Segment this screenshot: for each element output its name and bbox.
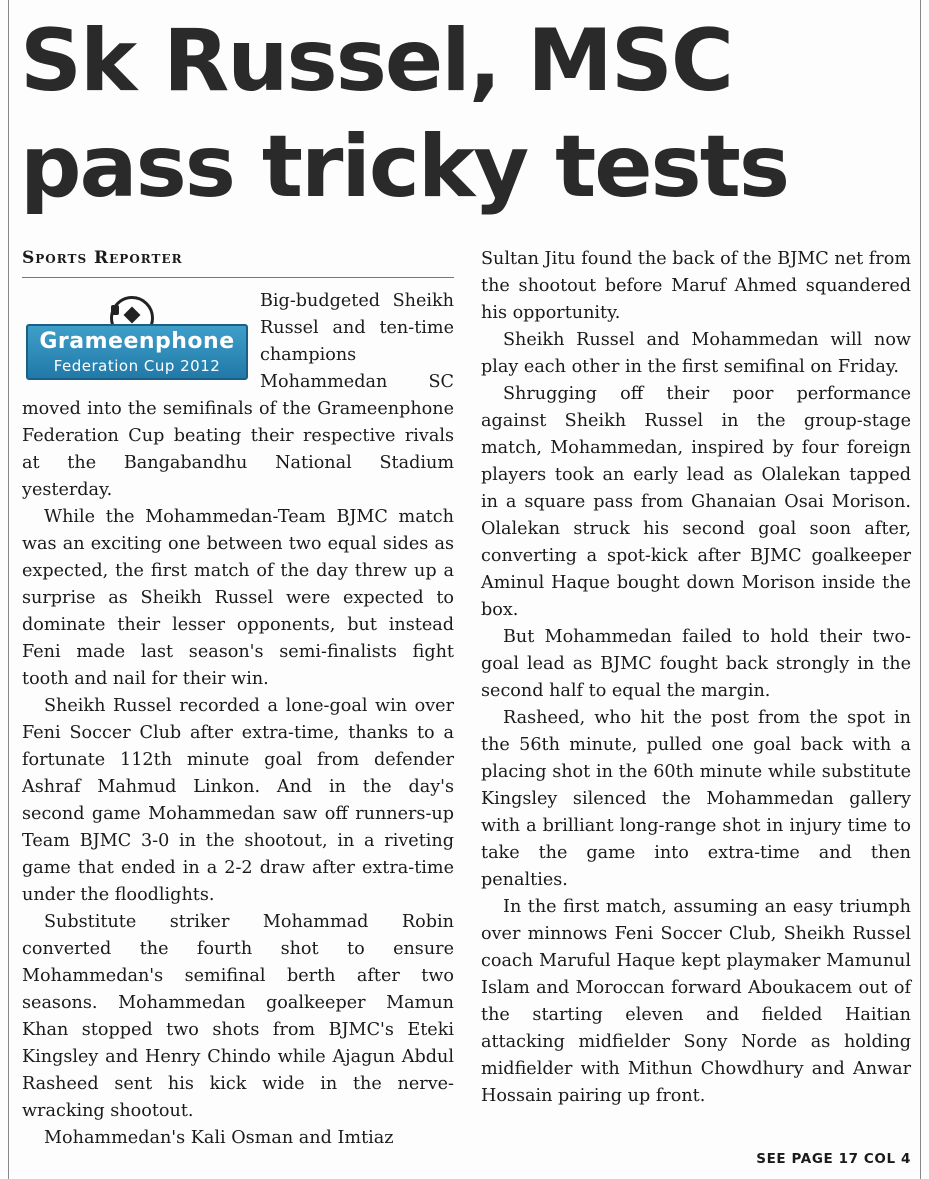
paragraph: Sheikh Russel and Mohammedan will now play each other in the first semifinal on Friday. [481,330,911,377]
logo-event: Federation Cup 2012 [53,357,221,375]
paragraph: Mohammedan's Kali Osman and Imtiaz [44,1128,394,1148]
logo-brand: Grameenphone [39,329,235,354]
paragraph: Sultan Jitu found the back of the BJMC net from the shootout before Maruf Ahmed squandered his opportunity. [481,249,911,323]
logo-badge [26,324,248,380]
article-column-left [22,246,454,1152]
paragraph: While the Mohammedan-Team BJMC match was an exciting one between two equal sides as expected, the first match of the day threw up a surprise as Sheikh Russel were expected to dominate their lesser opponents, but instead Feni made last season's semi-finalists fight tooth and nail for their win. [22,507,454,689]
tournament-logo [22,290,250,390]
continuation-link[interactable]: SEE PAGE 17 COL 4 [756,1151,911,1167]
byline: Sports Reporter [22,246,454,278]
football-icon [110,296,154,326]
article-column-right [481,246,911,1110]
paragraph: In the first match, assuming an easy triumph over minnows Feni Soccer Club, Sheikh Russel coach Maruful Haque kept playmaker Mamunul Islam and Moroccan forward Aboukacem out of the starting eleven and fielded Haitian attacking midfielder Sony Norde as holding midfielder with Mithun Chowdhury and Anwar Hossain pairing up front. [481,897,911,1106]
paragraph: Shrugging off their poor performance against Sheikh Russel in the group-stage match, Mohammedan, inspired by four foreign players took an early lead as Olalekan tapped in a square pass from Ghanaian Osai Morison. Olalekan struck his second goal soon after, converting a spot-kick after BJMC goalkeeper Aminul Haque bought down Morison inside the box. [481,384,911,620]
paragraph: Big-budgeted Sheikh Russel and ten-time champions Mohammedan SC moved into the semifinals of the Grameenphone Federation Cup beating their respective rivals at the Bangabandhu National Stadium yesterday. [22,291,454,500]
paragraph: But Mohammedan failed to hold their two-goal lead as BJMC fought back strongly in the second half to equal the margin. [481,627,911,701]
paragraph: Rasheed, who hit the post from the spot in the 56th minute, pulled one goal back with a placing shot in the 60th minute while substitute Kingsley silenced the Mohammedan gallery with a brilliant long-range shot in injury time to take the game into extra-time and then penalties. [481,708,911,890]
headline: Sk Russel, MSC pass tricky tests [20,11,789,217]
paragraph: Substitute striker Mohammad Robin converted the fourth shot to ensure Mohammedan's semifinal berth after two seasons. Mohammedan goalkeeper Mamun Khan stopped two shots from BJMC's Eteki Kingsley and Henry Chindo while Ajagun Abdul Rasheed sent his kick wide in the nerve-wracking shootout. [22,912,454,1121]
paragraph: Sheikh Russel recorded a lone-goal win over Feni Soccer Club after extra-time, thanks to a fortunate 112th minute goal from defender Ashraf Mahmud Linkon. And in the day's second game Mohammedan saw off runners-up Team BJMC 3-0 in the shootout, in a riveting game that ended in a 2-2 draw after extra-time under the floodlights. [22,696,454,905]
